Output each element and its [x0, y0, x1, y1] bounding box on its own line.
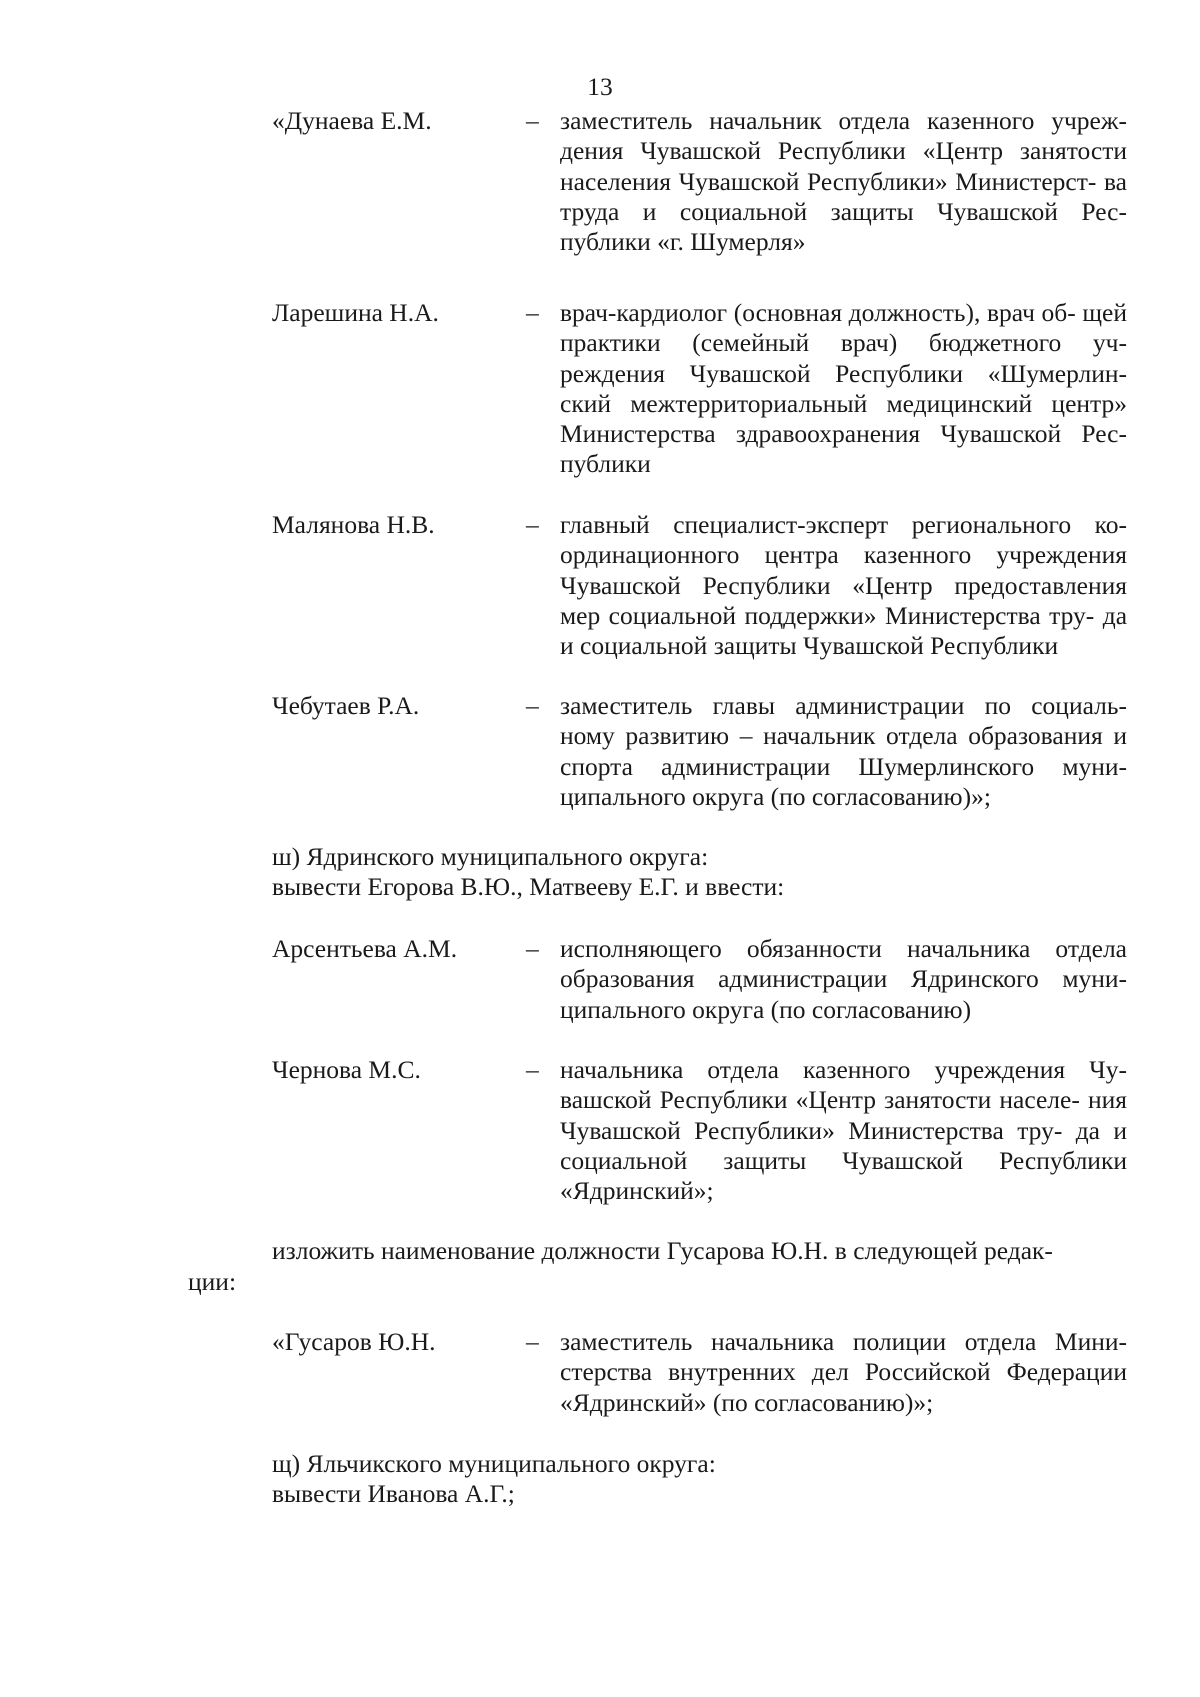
member-position: главный специалист-эксперт регионального ко- ординационного центра казенного учреждения Чувашской Республики «Центр предоставления мер социальной поддержки» Министерства тру- да и социальной защиты Чувашской Республики: [560, 510, 1128, 661]
page-number: 13: [587, 72, 613, 101]
member-position: заместитель начальника полиции отдела Мини- стерства внутренних дел Российской Федерации «Ядринский» (по согласованию)»;: [560, 1327, 1127, 1417]
member-name: «Дунаева Е.М.: [272, 106, 432, 135]
section-instruction: вывести Егорова В.Ю., Матвееву Е.Г. и ввести:: [272, 872, 785, 901]
section-heading: ш) Ядринского муниципального округа:: [272, 842, 709, 871]
member-name: «Гусаров Ю.Н.: [272, 1327, 436, 1356]
dash-separator: –: [526, 691, 539, 720]
dash-separator: –: [526, 106, 539, 135]
dash-separator: –: [526, 298, 539, 327]
dash-separator: –: [526, 934, 539, 963]
dash-separator: –: [526, 510, 539, 539]
member-position: заместитель начальник отдела казенного учреж- дения Чувашской Республики «Центр занятости населения Чувашской Республики» Министерст- ва труда и социальной защиты Чувашской Рес- публики «г. Шумерля»: [560, 106, 1127, 257]
section-heading: щ) Яльчикского муниципального округа:: [272, 1449, 716, 1478]
member-name: Чернова М.С.: [272, 1055, 421, 1084]
dash-separator: –: [526, 1055, 539, 1084]
member-name: Малянова Н.В.: [272, 510, 435, 539]
member-position: начальника отдела казенного учреждения Чу- вашской Республики «Центр занятости населе- ния Чувашской Республики» Министерства тру- да и социальной защиты Чувашской Республики «Ядринский»;: [560, 1055, 1128, 1206]
section-instruction: вывести Иванова А.Г.;: [272, 1479, 515, 1508]
member-position: заместитель главы администрации по социаль- ному развитию – начальник отдела образования и спорта администрации Шумерлинского муни- ципального округа (по согласованию)»;: [560, 691, 1127, 811]
member-position: исполняющего обязанности начальника отдела образования администрации Ядринского муни- ципального округа (по согласованию): [560, 934, 1127, 1024]
member-name: Ларешина Н.А.: [272, 298, 439, 327]
rename-paragraph: изложить наименование должности Гусарова Ю.Н. в следующей редак- ции:: [188, 1236, 1053, 1296]
member-position: врач-кардиолог (основная должность), врач об- щей практики (семейный врач) бюджетного уч- реждения Чувашской Республики «Шумерлин- ский межтерриториальный медицинский центр» Министерства здравоохранения Чувашской Рес- публики: [560, 298, 1128, 479]
dash-separator: –: [526, 1327, 539, 1356]
member-name: Чебутаев Р.А.: [272, 691, 420, 720]
member-name: Арсентьева А.М.: [272, 934, 458, 963]
